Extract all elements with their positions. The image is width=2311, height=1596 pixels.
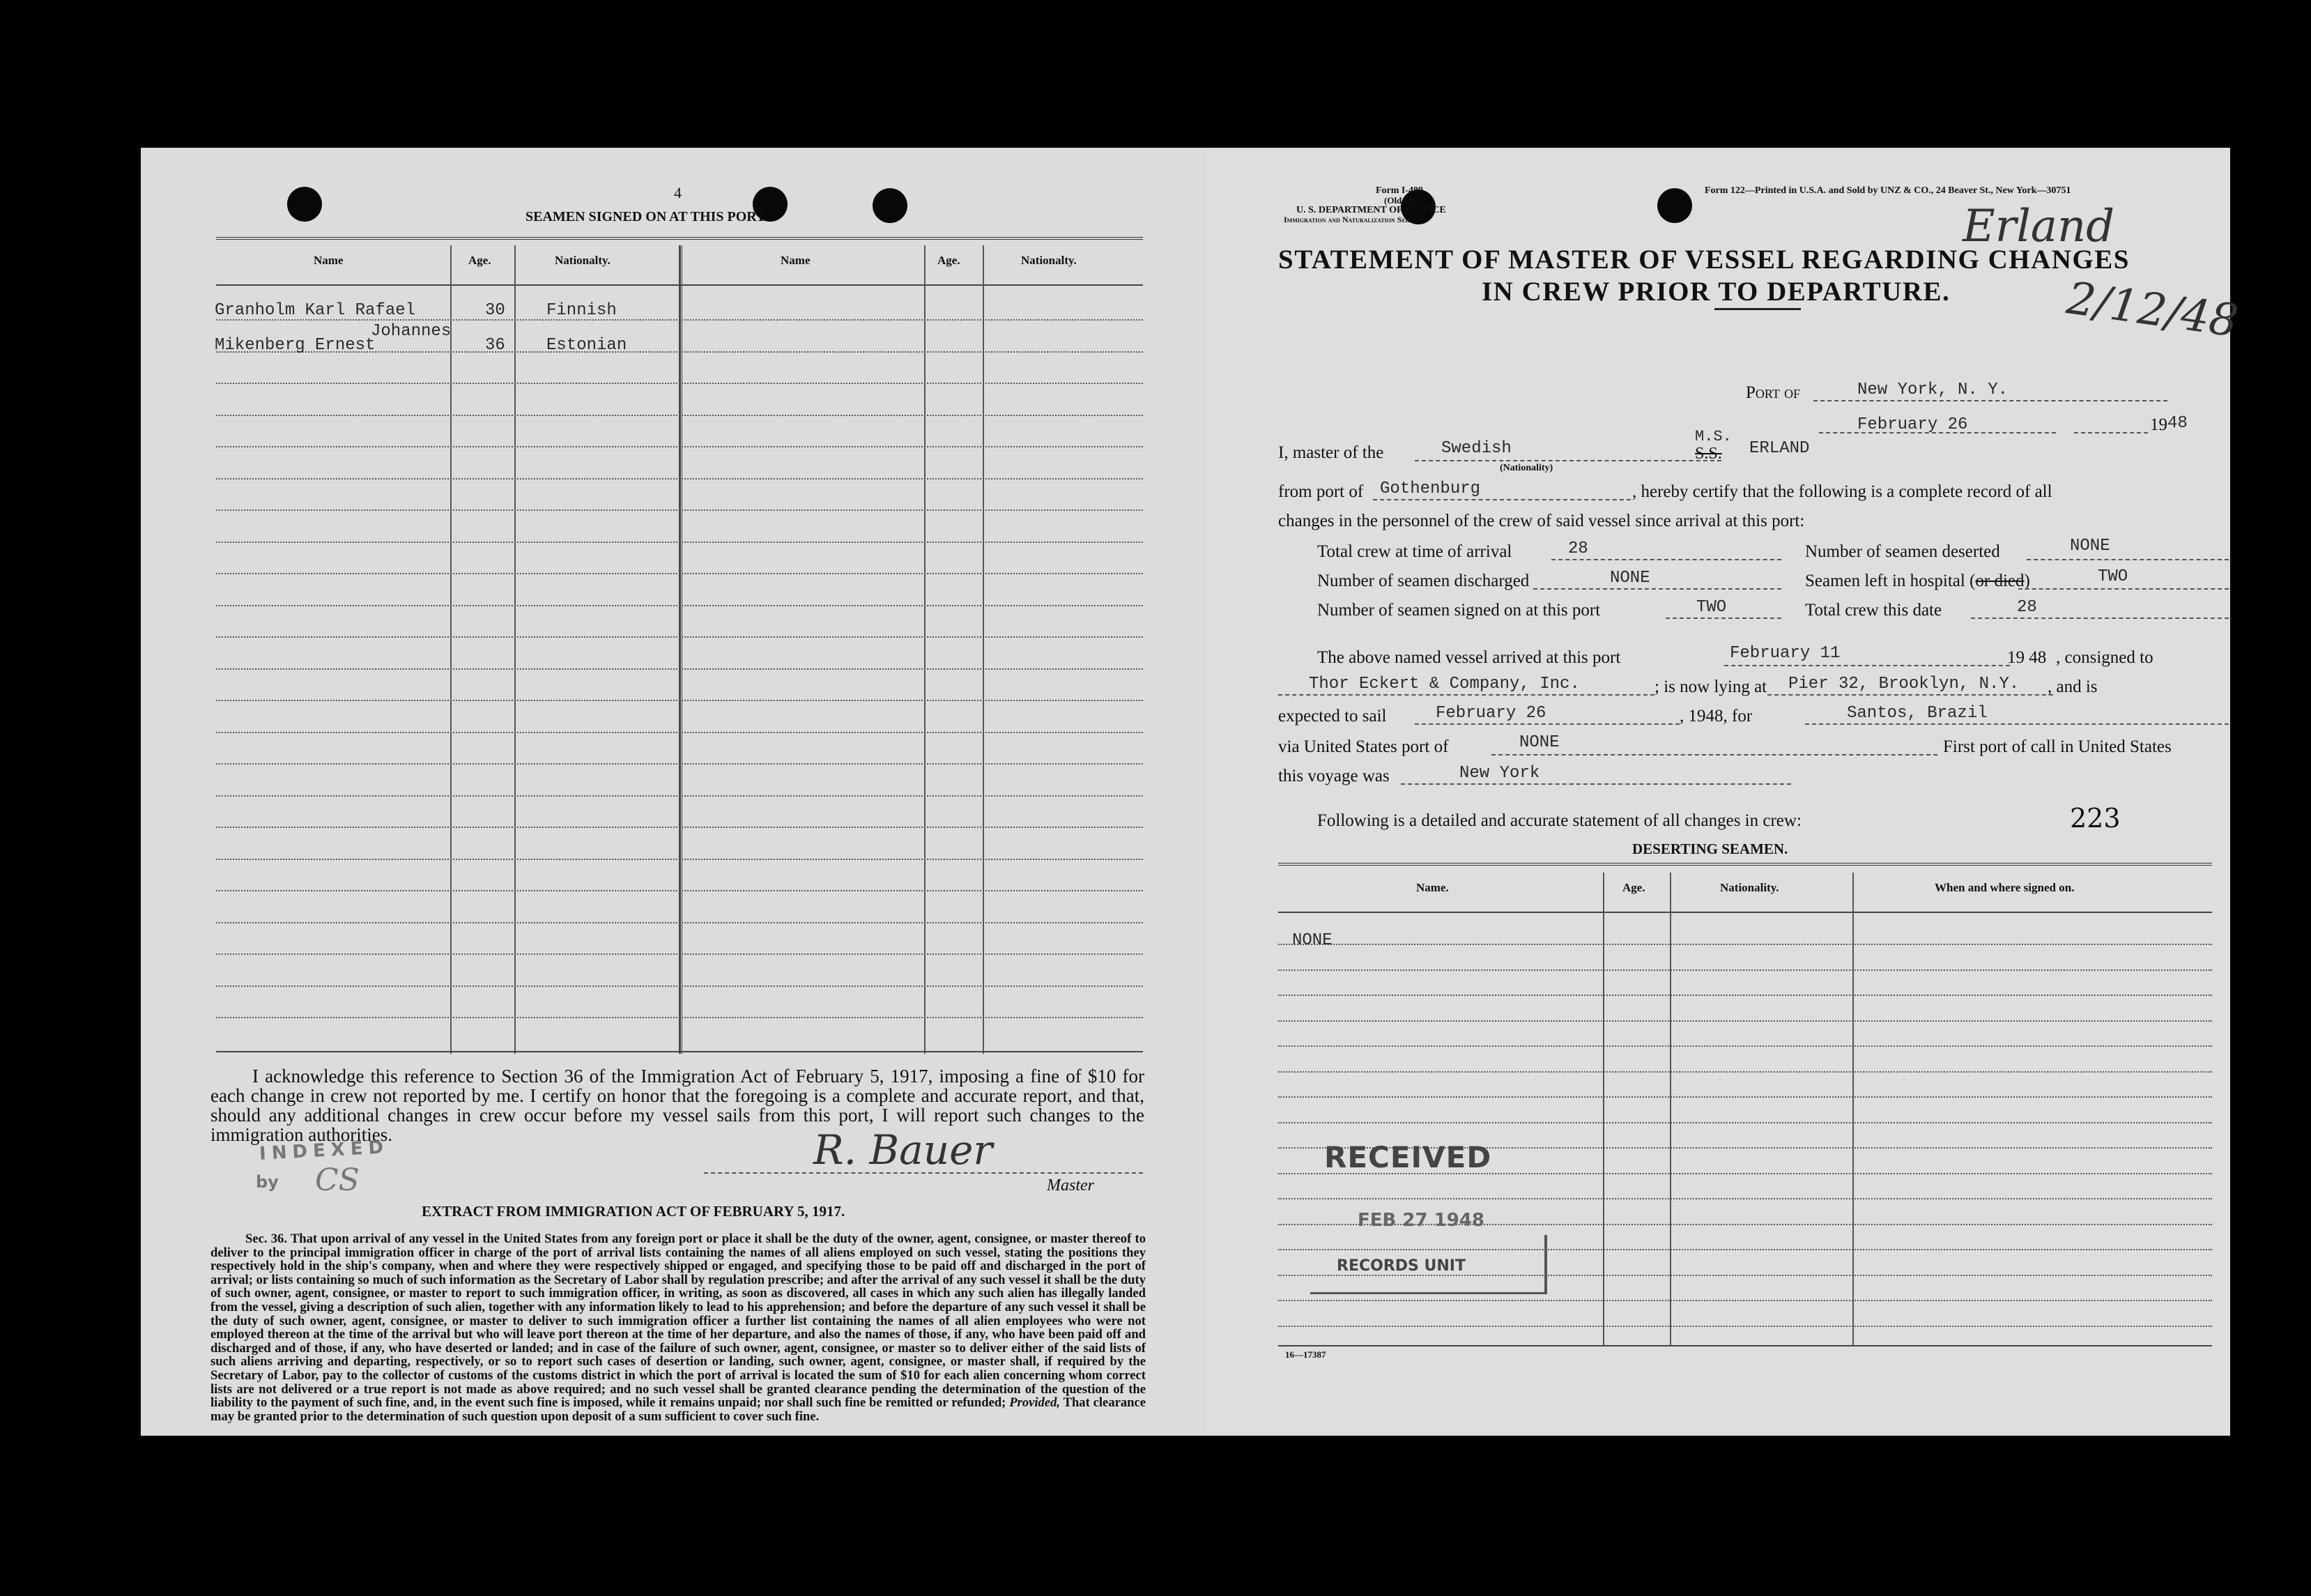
following-text: Following is a detailed and accurate statement of all changes in crew: (1317, 811, 1802, 830)
indexed-initials: CS (315, 1163, 360, 1198)
page-number: 4 (674, 184, 682, 201)
changes-text: changes in the personnel of the crew of said vessel since arrival at this port: (1278, 512, 1805, 530)
field-line (1278, 694, 1654, 696)
crew-name-extra: Johannes (371, 322, 452, 341)
ruled-row (216, 922, 1143, 923)
ruled-row (216, 795, 1143, 797)
deserted-label: Number of seamen deserted (1805, 542, 2000, 561)
date-line (1819, 432, 2056, 433)
section-title: SEAMEN SIGNED ON AT THIS PORT. (525, 209, 768, 224)
via-label: via United States port of (1278, 737, 1449, 756)
ruled-row (216, 542, 1143, 543)
port-value: New York, N. Y. (1857, 381, 2009, 399)
crew-nationality: Finnish (546, 301, 617, 320)
field-line (1971, 617, 2229, 619)
deserting-entry: NONE (1292, 931, 1333, 950)
desert-table-header-rule (1278, 912, 2212, 913)
ruled-row (1278, 995, 2212, 996)
ruled-row (1278, 1326, 2212, 1327)
deserted-value: NONE (2070, 537, 2110, 555)
ruled-row (1278, 1122, 2212, 1123)
field-line (1491, 754, 1937, 755)
year-prefix: 19 (2150, 415, 2167, 434)
expected-label: expected to sail (1278, 707, 1387, 726)
first-port-label: First port of call in United States (1943, 737, 2172, 756)
voyage-value: New York (1459, 764, 1540, 783)
ruled-row (216, 415, 1143, 416)
hospital-label-text: Seamen left in hospital ( (1805, 571, 1976, 590)
field-line (1767, 694, 2053, 696)
crew-nationality: Estonian (546, 336, 627, 355)
ruled-row (216, 383, 1143, 384)
crew-age: 36 (485, 336, 505, 355)
arrived-year: 19 48 (2007, 648, 2047, 667)
stamp-number: 223 (2070, 803, 2121, 834)
ruled-row (1278, 1300, 2212, 1301)
field-line (2018, 588, 2229, 590)
col-divider (983, 245, 984, 1054)
col-divider (679, 245, 681, 1054)
footer-code: 16—17387 (1285, 1349, 1326, 1360)
desert-table-bottom (1278, 1345, 2212, 1346)
master-label: Master (1047, 1176, 1094, 1195)
ruled-row (216, 573, 1143, 574)
master-of-label: I, master of the (1278, 443, 1384, 462)
discharged-label: Number of seamen discharged (1317, 571, 1530, 590)
field-line (1724, 665, 2010, 666)
date-value: February 26 (1857, 415, 1968, 434)
section-provided: Provided, (1009, 1395, 1061, 1411)
col-age-2: Age. (937, 254, 960, 267)
punch-hole (287, 187, 322, 222)
field-line (1666, 617, 1781, 619)
signature-line (704, 1172, 1143, 1174)
col-name-1: Name (314, 254, 344, 267)
from-port-value: Gothenburg (1380, 479, 1481, 498)
consignee-value: Thor Eckert & Company, Inc. (1309, 675, 1580, 693)
desert-col-signed-on: When and where signed on. (1935, 881, 2075, 894)
ruled-row (1278, 969, 2212, 971)
crew-age: 30 (485, 301, 505, 320)
indexed-by: by (256, 1172, 279, 1192)
ruled-row (1278, 1198, 2212, 1199)
col-divider (924, 245, 926, 1054)
received-stamp: RECEIVED (1324, 1140, 1492, 1174)
signed-on-value: TWO (1696, 598, 1727, 617)
field-line (1415, 723, 1680, 725)
received-date: FEB 27 1948 (1358, 1210, 1484, 1231)
form-title-line-1: STATEMENT OF MASTER OF VESSEL REGARDING CHANGES (1278, 245, 2130, 275)
acknowledgement-text: I acknowledge this reference to Section 36 of the Immigration Act of February 5, 1917, imposing a fine of $10 for each change in crew not reported by me. I certify on honor that the foregoing is a complete and accurate report, and that, should any additional changes in crew occur before my vessel sails from this port, I will report such changes to the immigration authorities. (210, 1066, 1144, 1145)
ruled-row (1278, 1045, 2212, 1047)
form-number: Form I-489 (1376, 185, 1424, 196)
sail-year: , 1948, for (1680, 707, 1753, 726)
handwritten-date: 2/12/48 (2064, 273, 2241, 348)
destination: Santos, Brazil (1847, 704, 1988, 723)
punch-hole (873, 188, 907, 223)
form-title-line-2: IN CREW PRIOR TO DEPARTURE. (1482, 277, 1951, 307)
master-signature: R. Bauer (813, 1126, 993, 1174)
voyage-label: this voyage was (1278, 767, 1390, 785)
hospital-close: ) (2024, 571, 2030, 590)
lying-label: ; is now lying at (1654, 677, 1767, 696)
year-value: 48 (2167, 414, 2188, 433)
field-line (1401, 783, 1791, 785)
pier-value: Pier 32, Brooklyn, N.Y. (1788, 675, 2020, 693)
arrived-date: February 11 (1730, 644, 1841, 663)
ruled-row (216, 985, 1143, 987)
ruled-row (216, 636, 1143, 638)
nationality-line (1415, 460, 1721, 461)
discharged-value: NONE (1610, 569, 1650, 588)
col-nationality-1: Nationalty. (555, 254, 611, 267)
department: U. S. DEPARTMENT OF JUSTICE (1296, 205, 1446, 215)
ruled-row (216, 478, 1143, 479)
title-underline (1714, 308, 1801, 310)
ruled-row (216, 446, 1143, 447)
nationality-value: Swedish (1441, 439, 1512, 458)
hospital-value: TWO (2098, 567, 2128, 586)
ruled-row (1278, 1020, 2212, 1022)
col-name-2: Name (781, 254, 811, 267)
section-tail: That clearance may be granted prior to the determination of such question upon deposit of a sum sufficient to cover such fine. (210, 1395, 1146, 1424)
handwritten-vessel-name: Erland (1963, 201, 2115, 252)
col-age-1: Age. (468, 254, 491, 267)
field-line (1551, 559, 1781, 560)
crew-name: Granholm Karl Rafael (215, 301, 416, 320)
printer-line: Form 122—Printed in U.S.A. and Sold by UNZ & CO., 24 Beaver St., New York—30751 (1705, 185, 2071, 196)
total-this-date-label: Total crew this date (1805, 601, 1942, 620)
ruled-row (216, 890, 1143, 891)
nationality-caption: (Nationality) (1500, 463, 1553, 473)
ruled-row (216, 509, 1143, 511)
ruled-row (216, 859, 1143, 860)
field-line (2027, 559, 2229, 560)
field-line (1805, 723, 2229, 725)
desert-col-nationality: Nationality. (1720, 881, 1779, 894)
table-bottom-rule (216, 1051, 1143, 1052)
table-top-rule (216, 237, 1143, 240)
via-value: NONE (1519, 733, 1560, 752)
ruled-row (216, 700, 1143, 701)
consigned-label: , consigned to (2056, 648, 2153, 667)
section-label: Sec. 36. (245, 1231, 287, 1246)
signed-on-label: Number of seamen signed on at this port (1317, 601, 1601, 620)
hospital-struck: or died (1975, 571, 2025, 590)
ruled-row (1278, 944, 2212, 945)
ruled-row (216, 668, 1143, 670)
certify-text: , hereby certify that the following is a complete record of all (1632, 482, 2052, 501)
field-line (1533, 588, 1781, 590)
ruled-row (1278, 1096, 2212, 1098)
port-label: Port of (1746, 383, 1801, 402)
from-port-label: from port of (1278, 482, 1364, 501)
records-unit-stamp: RECORDS UNIT (1337, 1257, 1466, 1275)
from-port-line (1373, 499, 1631, 500)
ms-label: M.S. (1695, 428, 1732, 445)
port-line (1813, 400, 2167, 401)
col-divider (450, 245, 452, 1054)
indexed-stamp: INDEXED (259, 1137, 390, 1165)
ss-label: S.S. (1695, 445, 1722, 463)
desert-col-name: Name. (1416, 881, 1449, 894)
and-is: , and is (2048, 677, 2098, 696)
ruled-row (216, 827, 1143, 828)
form-old: (Old 689) (1384, 195, 1421, 206)
total-crew-arrival: 28 (1568, 539, 1588, 558)
ruled-row (216, 605, 1143, 606)
col-divider (514, 245, 516, 1054)
service: Immigration and Naturalization Service (1284, 215, 1424, 224)
ruled-row (1278, 1071, 2212, 1073)
section-36-text (210, 1232, 1146, 1423)
desert-col-age: Age. (1622, 881, 1645, 894)
ruled-row (216, 732, 1143, 733)
crew-name: Mikenberg Ernest (215, 336, 376, 355)
vessel-name: ERLAND (1749, 439, 1810, 458)
section-body: That upon arrival of any vessel in the United States from any foreign port or place it shall be the duty of the owner, agent, consignee, or master thereof to deliver to the principal immigration officer in charge of the port of arrival lists containing the names of all aliens employed on such vessel, stating the positions they respectively hold in the ship's company, when and where they were respectively shipped or engaged, and specifying those to be paid off and discharged in the port of arrival; or lists containing so much of such information as the Secretary of Labor shall by regulation prescribe; and after the arrival of any such vessel it shall be the duty of such owner, agent, consignee, or master to report to such immigration officer, in writing, as soon as discovered, all cases in which any such alien has illegally landed from the vessel, giving a description of such alien, together with any information likely to lead to his apprehension; and before the departure of any such vessel it shall be the duty of such owner, agent, consignee, or master to deliver to such immigration officer a further list containing the names of all alien employees who were not employed thereon at the time of the arrival but who will leave port thereon at the time of her departure, and also the names of those, if any, who have been paid off and discharged and of those, if any, who have deserted or landed; and in case of the failure of such owner, agent, consignee, or master so to deliver either of the said lists of such aliens arriving and departing, respectively, or so to report such cases of desertion or landing, such owner, agent, consignee, or master shall, if required by the Secretary of Labor, pay to the collector of customs of the customs district in which the port of arrival is located the sum of $10 for each alien concerning whom correct lists are not delivered or a true report is not made as above required; and no such vessel shall be granted clearance pending the determination of the question of the liability to the payment of such fine, and, in the event such fine is imposed, while it remains unpaid; nor shall such fine be remitted or refunded; (210, 1231, 1146, 1411)
ruled-row (216, 953, 1143, 955)
desert-table-top (1278, 863, 2212, 866)
hospital-label (1805, 571, 2030, 591)
sail-date: February 26 (1436, 704, 1546, 723)
extract-title: EXTRACT FROM IMMIGRATION ACT OF FEBRUARY 5, 1917. (422, 1203, 845, 1220)
date-line (2074, 432, 2148, 433)
arrived-label: The above named vessel arrived at this port (1317, 648, 1621, 667)
deserting-title: DESERTING SEAMEN. (1632, 841, 1788, 857)
right-page (1206, 148, 2241, 1436)
ruled-row (216, 1017, 1143, 1018)
total-this-date: 28 (2017, 598, 2037, 617)
punch-hole (1657, 188, 1692, 223)
col-nationality-2: Nationalty. (1021, 254, 1077, 267)
ruled-row (216, 763, 1143, 765)
total-crew-arrival-label: Total crew at time of arrival (1317, 542, 1512, 561)
left-page (141, 148, 1206, 1436)
